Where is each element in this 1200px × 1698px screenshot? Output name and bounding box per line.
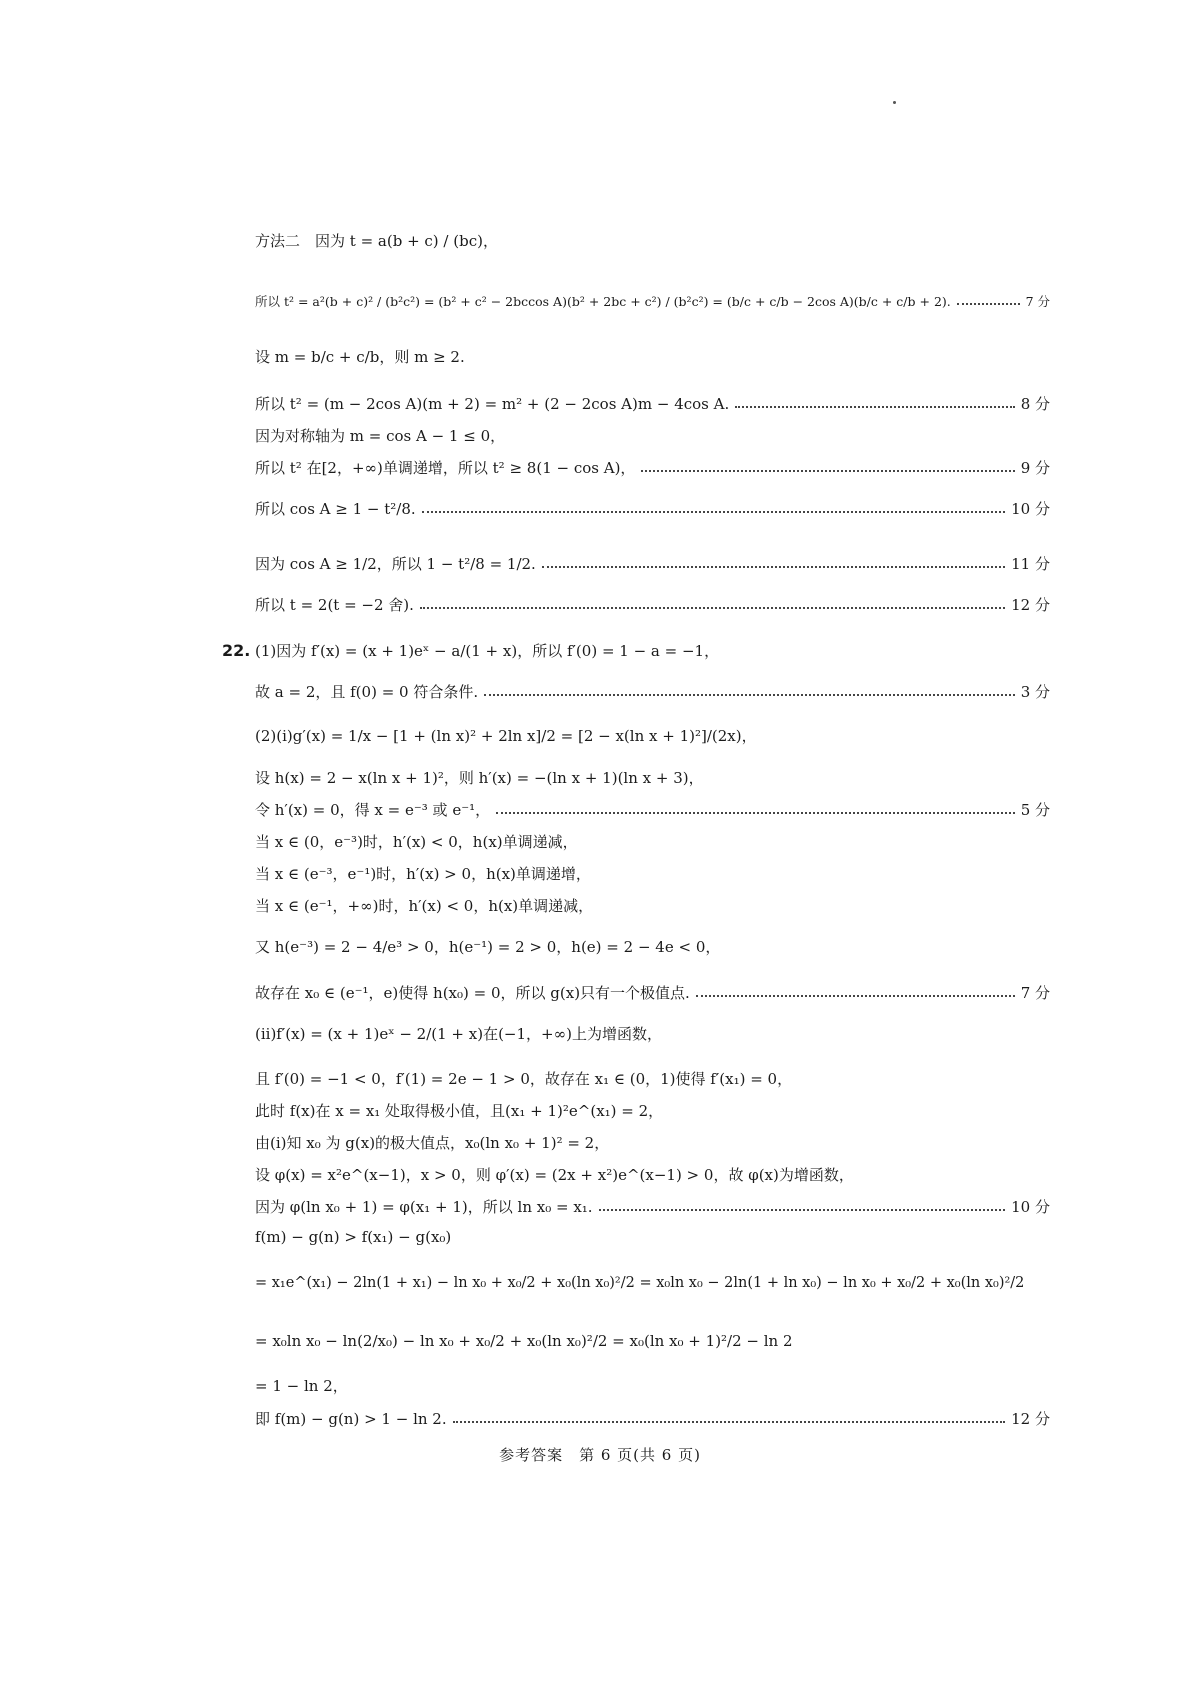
solution-text: = x₀ln x₀ − ln(2/x₀) − ln x₀ + x₀/2 + x₀(ln x₀)²/2 = x₀(ln x₀ + 1)²/2 − ln 2	[255, 1332, 793, 1350]
score-label: 7 分	[1020, 984, 1050, 1002]
solution-line	[255, 831, 1050, 852]
solution-text: 令 h′(x) = 0，得 x = e⁻³ 或 e⁻¹，	[255, 801, 491, 819]
solution-line	[255, 982, 1050, 1003]
solution-text: 所以 cos A ≥ 1 − t²/8.	[255, 500, 416, 518]
solution-line	[255, 425, 1050, 446]
solution-text: 所以 t = 2(t = −2 舍).	[255, 596, 414, 614]
solution-text: 所以 t² = a²(b + c)² / (b²c²) = (b² + c² − 2bccos A)(b² + 2bc + c²) / (b²c²) = (b/c + c/b − 2cos A)(b/c + c/b + 2).	[255, 294, 951, 309]
solution-line	[255, 553, 1050, 574]
solution-line	[255, 1332, 1050, 1350]
solution-text: 当 x ∈ (e⁻³，e⁻¹)时，h′(x) > 0，h(x)单调递增，	[255, 865, 591, 883]
score-label: 8 分	[1020, 395, 1050, 413]
dot-leader	[484, 694, 1015, 696]
solution-text: 方法二 因为 t = a(b + c) / (bc)，	[255, 232, 498, 250]
dot-leader	[420, 607, 1005, 609]
dot-leader	[696, 995, 1015, 997]
solution-line	[255, 799, 1050, 820]
solution-line	[255, 725, 1050, 746]
solution-line	[255, 1100, 1050, 1121]
solution-text: 因为对称轴为 m = cos A − 1 ≤ 0，	[255, 427, 506, 445]
solution-text: 故存在 x₀ ∈ (e⁻¹，e)使得 h(x₀) = 0，所以 g(x)只有一个极值点.	[255, 984, 690, 1002]
solution-text: 当 x ∈ (e⁻¹，+∞)时，h′(x) < 0，h(x)单调递减，	[255, 897, 594, 915]
solution-text: 且 f′(0) = −1 < 0，f′(1) = 2e − 1 > 0，故存在 x₁ ∈ (0，1)使得 f′(x₁) = 0，	[255, 1070, 793, 1088]
solution-text: 因为 φ(ln x₀ + 1) = φ(x₁ + 1)，所以 ln x₀ = x₁.	[255, 1198, 593, 1216]
solution-line	[255, 1228, 1050, 1246]
solution-line	[255, 393, 1050, 414]
solution-line	[255, 457, 1050, 478]
dot-leader	[542, 566, 1005, 568]
solution-line	[255, 230, 1050, 251]
solution-line	[255, 1068, 1050, 1089]
score-label: 12 分	[1011, 1410, 1050, 1428]
solution-text: 故 a = 2，且 f(0) = 0 符合条件.	[255, 683, 479, 701]
page-footer: 参考答案 第 6 页(共 6 页)	[499, 1446, 701, 1464]
score-label: 9 分	[1020, 459, 1050, 477]
scan-speck	[893, 101, 896, 104]
score-label: 5 分	[1020, 801, 1050, 819]
score-label: 11 分	[1011, 555, 1050, 573]
solution-text: (ii)f′(x) = (x + 1)eˣ − 2/(1 + x)在(−1，+∞)上为增函数，	[255, 1025, 662, 1043]
solution-line	[255, 936, 1050, 957]
solution-line	[255, 498, 1050, 519]
dot-leader	[735, 406, 1014, 408]
solution-text: 所以 t² = (m − 2cos A)(m + 2) = m² + (2 − 2cos A)m − 4cos A.	[255, 395, 730, 413]
solution-line	[255, 895, 1050, 916]
score-label: 12 分	[1011, 596, 1050, 614]
solution-text: 即 f(m) − g(n) > 1 − ln 2.	[255, 1410, 447, 1428]
solution-line	[255, 346, 1050, 367]
solution-text: (1)因为 f′(x) = (x + 1)eˣ − a/(1 + x)，所以 f′(0) = 1 − a = −1，	[255, 642, 720, 660]
solution-text: (2)(i)g′(x) = 1/x − [1 + (ln x)² + 2ln x]/2 = [2 − x(ln x + 1)²]/(2x)，	[255, 727, 757, 745]
solution-text: 设 m = b/c + c/b，则 m ≥ 2.	[255, 348, 465, 366]
solution-text: = x₁e^(x₁) − 2ln(1 + x₁) − ln x₀ + x₀/2 + x₀(ln x₀)²/2 = x₀ln x₀ − 2ln(1 + ln x₀) − ln x₀ + x₀/2 + x₀(ln x₀)²/2	[255, 1275, 1025, 1291]
solution-line	[255, 1196, 1050, 1217]
solution-line	[255, 640, 1050, 661]
solution-text: = 1 − ln 2，	[255, 1377, 348, 1395]
score-label: 10 分	[1011, 500, 1050, 518]
solution-text: 由(i)知 x₀ 为 g(x)的极大值点，x₀(ln x₀ + 1)² = 2，	[255, 1134, 610, 1152]
solution-text: 此时 f(x)在 x = x₁ 处取得极小值，且(x₁ + 1)²e^(x₁) = 2，	[255, 1102, 664, 1120]
dot-leader	[599, 1209, 1006, 1211]
solution-line	[255, 1023, 1050, 1044]
solution-text: 当 x ∈ (0，e⁻³)时，h′(x) < 0，h(x)单调递减，	[255, 833, 578, 851]
dot-leader	[957, 303, 1020, 305]
solution-line	[255, 292, 1050, 310]
solution-text: 因为 cos A ≥ 1/2，所以 1 − t²/8 = 1/2.	[255, 555, 536, 573]
solution-line	[255, 1408, 1050, 1429]
solution-text: 又 h(e⁻³) = 2 − 4/e³ > 0，h(e⁻¹) = 2 > 0，h(e) = 2 − 4e < 0，	[255, 938, 721, 956]
score-label: 3 分	[1020, 683, 1050, 701]
solution-text: 所以 t² 在[2，+∞)单调递增，所以 t² ≥ 8(1 − cos A)，	[255, 459, 636, 477]
score-label: 7 分	[1025, 294, 1050, 309]
dot-leader	[422, 511, 1005, 513]
solution-line	[255, 1164, 1050, 1185]
solution-line	[255, 594, 1050, 615]
solution-line	[255, 681, 1050, 702]
dot-leader	[453, 1421, 1006, 1423]
solution-text: 设 h(x) = 2 − x(ln x + 1)²，则 h′(x) = −(ln x + 1)(ln x + 3)，	[255, 769, 704, 787]
solution-line	[255, 1375, 1050, 1396]
dot-leader	[496, 812, 1015, 814]
solution-line	[255, 1275, 1050, 1291]
dot-leader	[641, 470, 1014, 472]
score-label: 10 分	[1011, 1198, 1050, 1216]
solution-line	[255, 863, 1050, 884]
solution-line	[255, 1132, 1050, 1153]
solution-text: 设 φ(x) = x²e^(x−1)，x > 0，则 φ′(x) = (2x + x²)e^(x−1) > 0，故 φ(x)为增函数，	[255, 1166, 854, 1184]
question-number: 22.	[222, 641, 251, 660]
solution-text: f(m) − g(n) > f(x₁) − g(x₀)	[255, 1228, 452, 1246]
solution-line	[255, 767, 1050, 788]
